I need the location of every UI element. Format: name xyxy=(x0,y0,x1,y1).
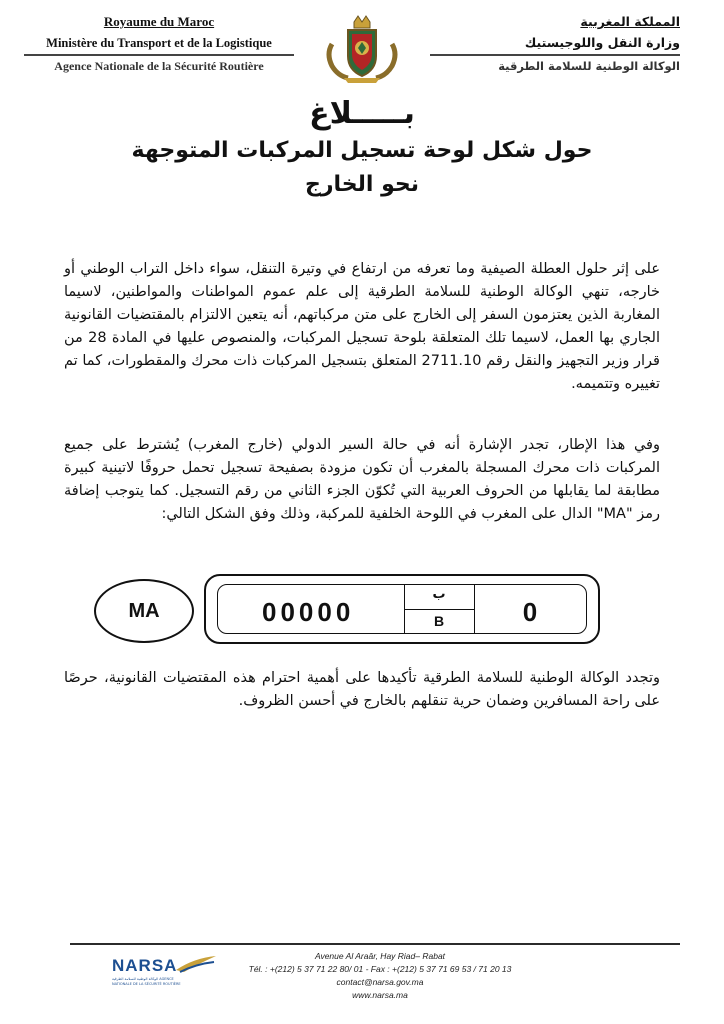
narsa-logo-icon xyxy=(112,952,222,1002)
header-french xyxy=(24,12,294,76)
header-kingdom-fr: Royaume du Maroc xyxy=(103,14,215,29)
footer-address: Avenue Al Araâr, Hay Riad– Rabat xyxy=(314,951,446,961)
communique-title: بـــــلاغ xyxy=(309,96,415,131)
footer-email[interactable]: contact@narsa.gov.ma xyxy=(336,977,424,987)
logo-swoosh-icon xyxy=(174,954,218,974)
paragraph-intro: على إثر حلول العطلة الصيفية وما تعرفه من ارتفاع في وتيرة التنقل، سواء داخل التراب الوطني أو خارجه، تنهي الوكالة الوطنية للسلامة الطرقية إلى علم عموم المواطنات والمواطنين، لاسيما المغاربة الذين يعتزمون السفر إلى الخارج على متن مركباتهم، أنه يتعين الالتزام بالمقتضيات القانونية الجاري بها العمل، لاسيما تلك المتعلقة بلوحة تسجيل المركبات، والمنصوص عليها في المادة 28 من قرار وزير التجهيز والنقل رقم 2711.10 المتعلق بتسجيل المركبات ذات محرك والمقطورات، كما تم تغييره وتتميمه. xyxy=(64,261,660,392)
communique-subtitle-line2: نحو الخارج xyxy=(304,172,419,197)
paragraph-requirement: وفي هذا الإطار، تجدر الإشارة أنه في حالة السير الدولي (خارج المغرب) يُشترط على جميع المركبات ذات محرك المسجلة بالمغرب أن تكون مزودة بصفيحة تسجيل تحمل حروفًا لاتينية كبيرة مطابقة لما يقابلها من الحروف العربية التي تُكوّن الجزء الثاني من رقم التسجيل. كما يتوجب إضافة رمز "MA" الدال على المغرب في اللوحة الخلفية للمركبة، وذلك وفق الشكل التالي: xyxy=(64,437,660,522)
plate-serial-digits: 00000 xyxy=(262,597,355,627)
plate-arabic-letter: ب xyxy=(432,587,446,602)
header-agency-fr: Agence Nationale de la Sécurité Routière xyxy=(24,54,294,76)
logo-wordmark: NARSA xyxy=(112,956,178,975)
header-ministry-ar: وزارة النقل واللوجيستيك xyxy=(524,35,680,50)
logo-subtext: الوكالة الوطنية للسلامة الطرقية AGENCE NATIONALE DE LA SÉCURITÉ ROUTIÈRE xyxy=(112,977,181,986)
license-plate-inner-frame xyxy=(217,584,587,634)
header-arabic xyxy=(430,12,680,76)
footer-website[interactable]: www.narsa.ma xyxy=(352,990,408,1000)
footer-contact xyxy=(220,950,540,1002)
communique-subtitle-line1: حول شكل لوحة تسجيل المركبات المتوجهة xyxy=(131,138,593,163)
footer-phone-fax: Tél. : +(212) 5 37 71 22 80/ 01 - Fax : +(212) 5 37 71 69 53 / 71 20 13 xyxy=(248,964,512,974)
header-kingdom-ar: المملكة المغربية xyxy=(580,14,680,29)
license-plate xyxy=(204,574,600,644)
header-agency-ar: الوكالة الوطنية للسلامة الطرقية xyxy=(430,54,680,76)
moroccan-coat-of-arms-icon xyxy=(322,14,402,84)
header-ministry-fr: Ministère du Transport et de la Logistique xyxy=(46,36,272,50)
plate-letter-divider xyxy=(404,609,474,610)
footer-divider xyxy=(70,943,680,945)
plate-latin-letter: B xyxy=(433,613,445,629)
country-code-text: MA xyxy=(128,599,160,622)
paragraph-closing: وتجدد الوكالة الوطنية للسلامة الطرقية تأكيدها على أهمية احترام هذه المقتضيات القانونية، حرصًا على راحة المسافرين وضمان حرية تنقلهم بالخارج في أحسن الظروف. xyxy=(64,670,660,709)
plate-region-number: 0 xyxy=(522,597,538,627)
country-code-oval xyxy=(94,579,194,643)
